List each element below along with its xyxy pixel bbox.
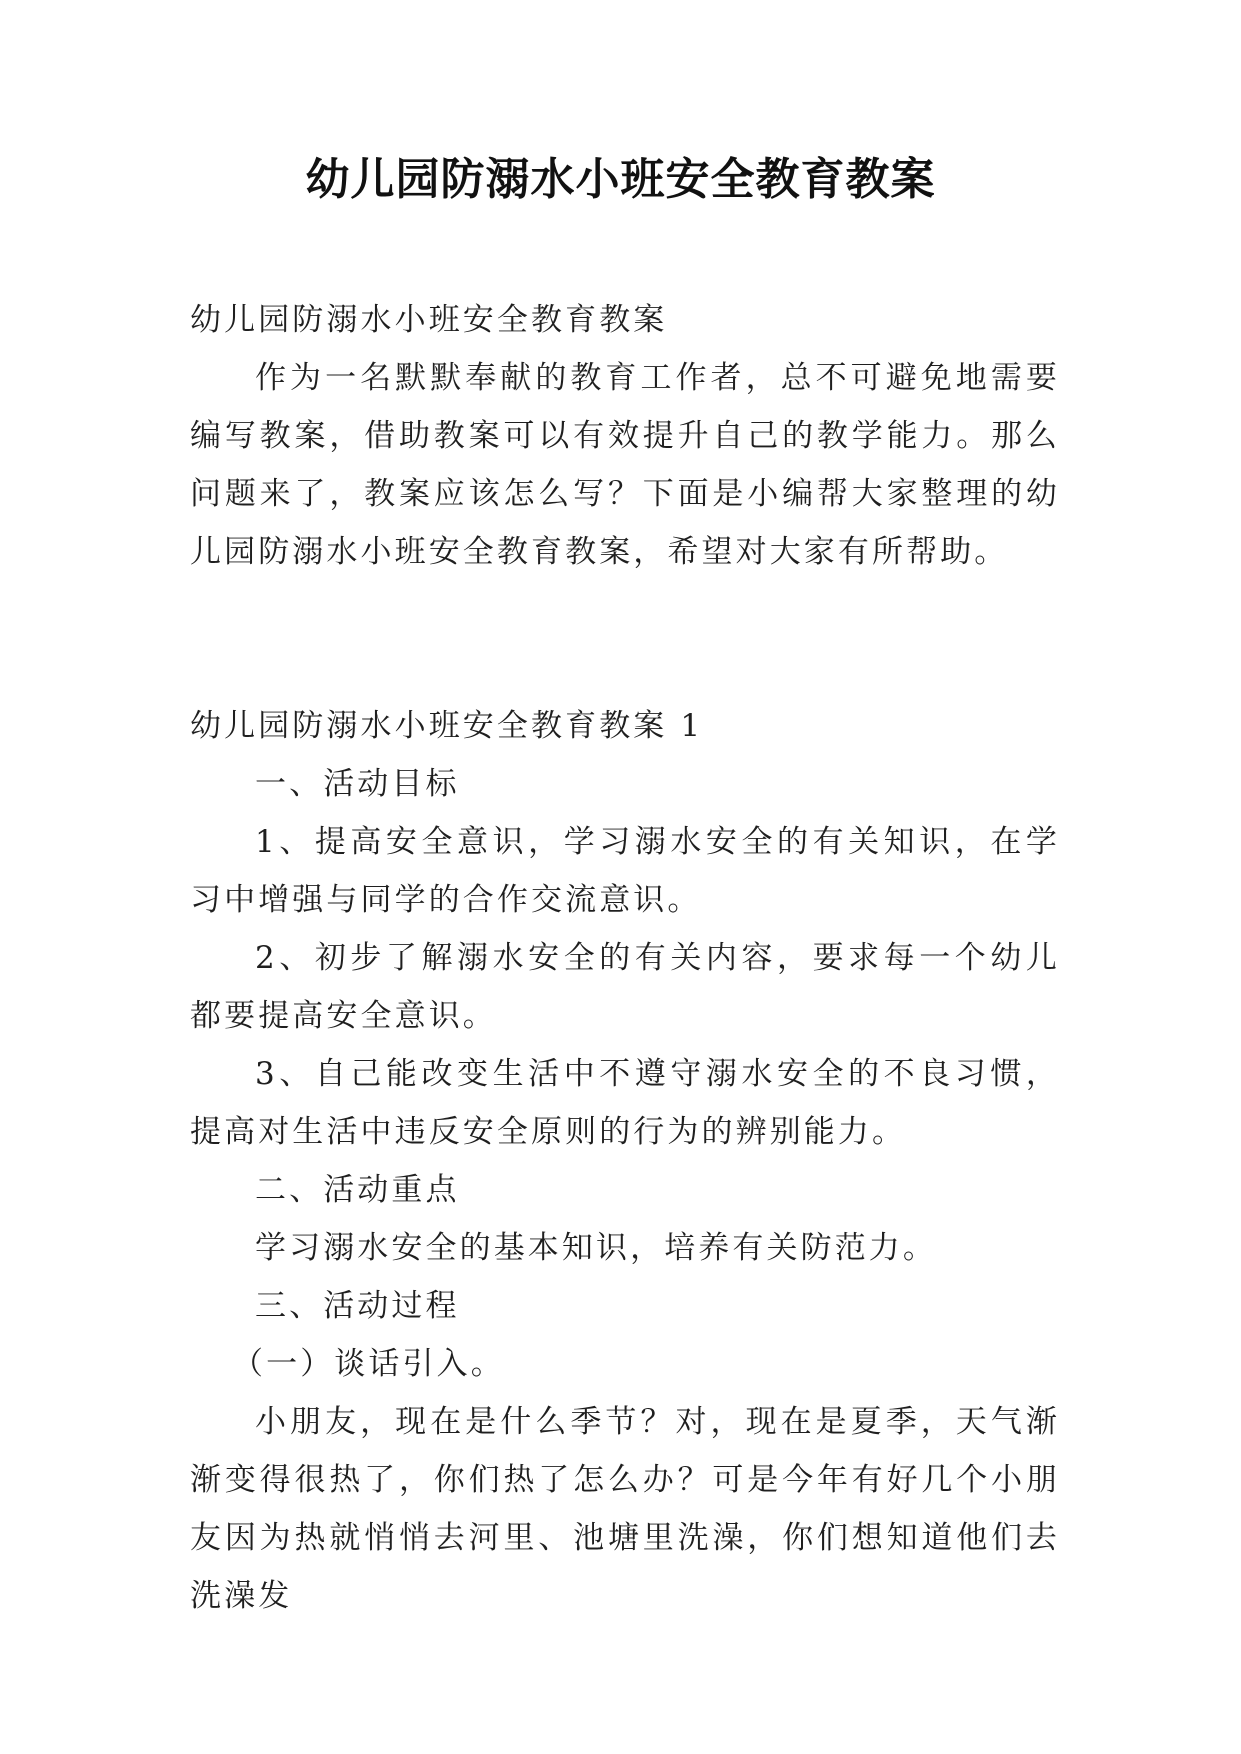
focus-text: 学习溺水安全的基本知识，培养有关防范力。 bbox=[255, 1230, 937, 1266]
process-heading: 三、活动过程 bbox=[255, 1288, 460, 1324]
focus-heading: 二、活动重点 bbox=[255, 1172, 460, 1208]
goal-item-3: 3、自己能改变生活中不遵守溺水安全的不良习惯，提高对生活中违反安全原则的行为的辨别能力。 bbox=[190, 1056, 1060, 1150]
goal-item-1: 1、提高安全意识，学习溺水安全的有关知识，在学习中增强与同学的合作交流意识。 bbox=[190, 824, 1060, 918]
goals-heading: 一、活动目标 bbox=[255, 766, 460, 802]
step-heading-1: （一）谈话引入。 bbox=[232, 1346, 505, 1382]
intro-paragraph: 作为一名默默奉献的教育工作者，总不可避免地需要编写教案，借助教案可以有效提升自己的教学能力。那么问题来了，教案应该怎么写？下面是小编帮大家整理的幼儿园防溺水小班安全教育教案，希望对大家有所帮助。 bbox=[190, 360, 1060, 570]
goal-item-2: 2、初步了解溺水安全的有关内容，要求每一个幼儿都要提高安全意识。 bbox=[190, 940, 1060, 1034]
document-title: 幼儿园防溺水小班安全教育教案 bbox=[305, 154, 936, 205]
step-text-1: 小朋友，现在是什么季节？对，现在是夏季，天气渐渐变得很热了，你们热了怎么办？可是今年有好几个小朋友因为热就悄悄去河里、池塘里洗澡，你们想知道他们去洗澡发 bbox=[190, 1404, 1060, 1614]
intro-heading: 幼儿园防溺水小班安全教育教案 bbox=[190, 302, 668, 338]
section-spacer bbox=[190, 581, 1060, 697]
section-heading: 幼儿园防溺水小班安全教育教案 1 bbox=[190, 708, 704, 744]
document-body bbox=[190, 291, 1060, 1625]
